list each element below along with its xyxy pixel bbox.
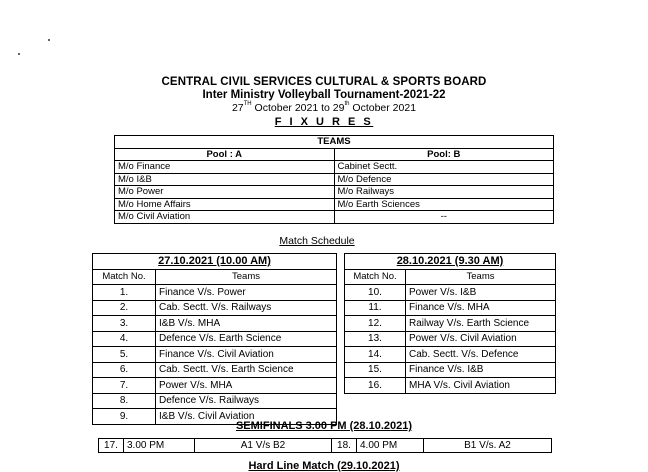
pool-a-team: M/o Civil Aviation	[115, 211, 335, 224]
table-row	[345, 378, 556, 394]
match-teams: Power V/s. I&B	[406, 285, 556, 301]
pool-b-team: M/o Defence	[334, 173, 554, 186]
day2-schedule-table	[344, 253, 556, 394]
match-no: 9.	[93, 409, 156, 425]
table-row	[345, 362, 556, 378]
match-teams: Power V/s. Civil Aviation	[406, 331, 556, 347]
scan-speck	[48, 39, 50, 41]
scan-speck	[18, 53, 20, 55]
match-no: 1.	[93, 285, 156, 301]
match-no-header: Match No.	[93, 269, 156, 285]
match-teams: Cab. Sectt. V/s. Earth Science	[156, 362, 337, 378]
teams-table	[114, 135, 554, 224]
table-row	[115, 186, 554, 199]
day1-date: 27.10.2021 (10.00 AM)	[93, 254, 337, 270]
board-title: CENTRAL CIVIL SERVICES CULTURAL & SPORTS BOARD	[161, 76, 487, 88]
pool-a-team: M/o Home Affairs	[115, 198, 335, 211]
teams-header: Teams	[156, 269, 337, 285]
table-row	[93, 331, 337, 347]
table-row	[345, 285, 556, 301]
table-row	[115, 198, 554, 211]
match-no: 8.	[93, 393, 156, 409]
match-no: 12.	[345, 316, 406, 332]
match-no: 6.	[93, 362, 156, 378]
fixtures-heading: F I X U R E S	[274, 116, 374, 128]
day2-date: 28.10.2021 (9.30 AM)	[345, 254, 556, 270]
match-no-header: Match No.	[345, 269, 406, 285]
match-teams: Finance V/s. Civil Aviation	[156, 347, 337, 363]
pool-b-heading: Pool: B	[334, 148, 554, 161]
match-teams: Cab. Sectt. V/s. Defence	[406, 347, 556, 363]
match-no: 7.	[93, 378, 156, 394]
table-row	[345, 300, 556, 316]
match-teams: Defence V/s. Railways	[156, 393, 337, 409]
pool-a-heading: Pool : A	[115, 148, 335, 161]
match-no: 11.	[345, 300, 406, 316]
match-teams: Power V/s. MHA	[156, 378, 337, 394]
semifinals-heading: SEMIFINALS 3.00 PM (28.10.2021)	[235, 420, 413, 432]
pool-a-team: M/o Finance	[115, 161, 335, 174]
teams-heading: TEAMS	[115, 136, 554, 149]
match-teams: I&B V/s. MHA	[156, 316, 337, 332]
tournament-dates: 27TH October 2021 to 29th October 2021	[231, 101, 417, 114]
pool-b-team: M/o Earth Sciences	[334, 198, 554, 211]
table-row	[115, 173, 554, 186]
match-teams: Finance V/s. Power	[156, 285, 337, 301]
pool-b-team: Cabinet Sectt.	[334, 161, 554, 174]
hardline-heading: Hard Line Match (29.10.2021)	[248, 460, 400, 472]
match-teams: B1 V/s. A2	[424, 439, 552, 453]
match-no: 13.	[345, 331, 406, 347]
match-no: 5.	[93, 347, 156, 363]
match-no: 2.	[93, 300, 156, 316]
table-row	[99, 439, 552, 453]
pool-a-team: M/o I&B	[115, 173, 335, 186]
table-row	[115, 211, 554, 224]
table-row	[93, 347, 337, 363]
match-no: 3.	[93, 316, 156, 332]
match-schedule-heading: Match Schedule	[279, 235, 355, 247]
table-row	[93, 378, 337, 394]
table-row	[115, 161, 554, 174]
tournament-title: Inter Ministry Volleyball Tournament-2021-22	[202, 89, 446, 101]
pool-a-team: M/o Power	[115, 186, 335, 199]
table-row	[93, 285, 337, 301]
match-no: 4.	[93, 331, 156, 347]
table-row	[93, 393, 337, 409]
match-no: 18.	[332, 439, 357, 453]
match-time: 3.00 PM	[124, 439, 195, 453]
match-teams: Railway V/s. Earth Science	[406, 316, 556, 332]
match-time: 4.00 PM	[357, 439, 424, 453]
match-teams: Defence V/s. Earth Science	[156, 331, 337, 347]
table-row	[93, 316, 337, 332]
match-teams: MHA V/s. Civil Aviation	[406, 378, 556, 394]
match-no: 14.	[345, 347, 406, 363]
table-row	[345, 316, 556, 332]
pool-b-team: M/o Railways	[334, 186, 554, 199]
table-row	[345, 331, 556, 347]
match-no: 17.	[99, 439, 124, 453]
match-teams: I&B V/s. Civil Aviation	[156, 409, 337, 425]
match-teams: Cab. Sectt. V/s. Railways	[156, 300, 337, 316]
pool-b-team: --	[334, 211, 554, 224]
match-no: 16.	[345, 378, 406, 394]
match-teams: Finance V/s. I&B	[406, 362, 556, 378]
match-no: 15.	[345, 362, 406, 378]
table-row	[93, 300, 337, 316]
match-teams: A1 V/s B2	[195, 439, 332, 453]
match-no: 10.	[345, 285, 406, 301]
semifinals-table	[98, 438, 552, 453]
table-row	[345, 347, 556, 363]
day1-schedule-table	[92, 253, 337, 425]
teams-header: Teams	[406, 269, 556, 285]
match-teams: Finance V/s. MHA	[406, 300, 556, 316]
table-row	[93, 362, 337, 378]
